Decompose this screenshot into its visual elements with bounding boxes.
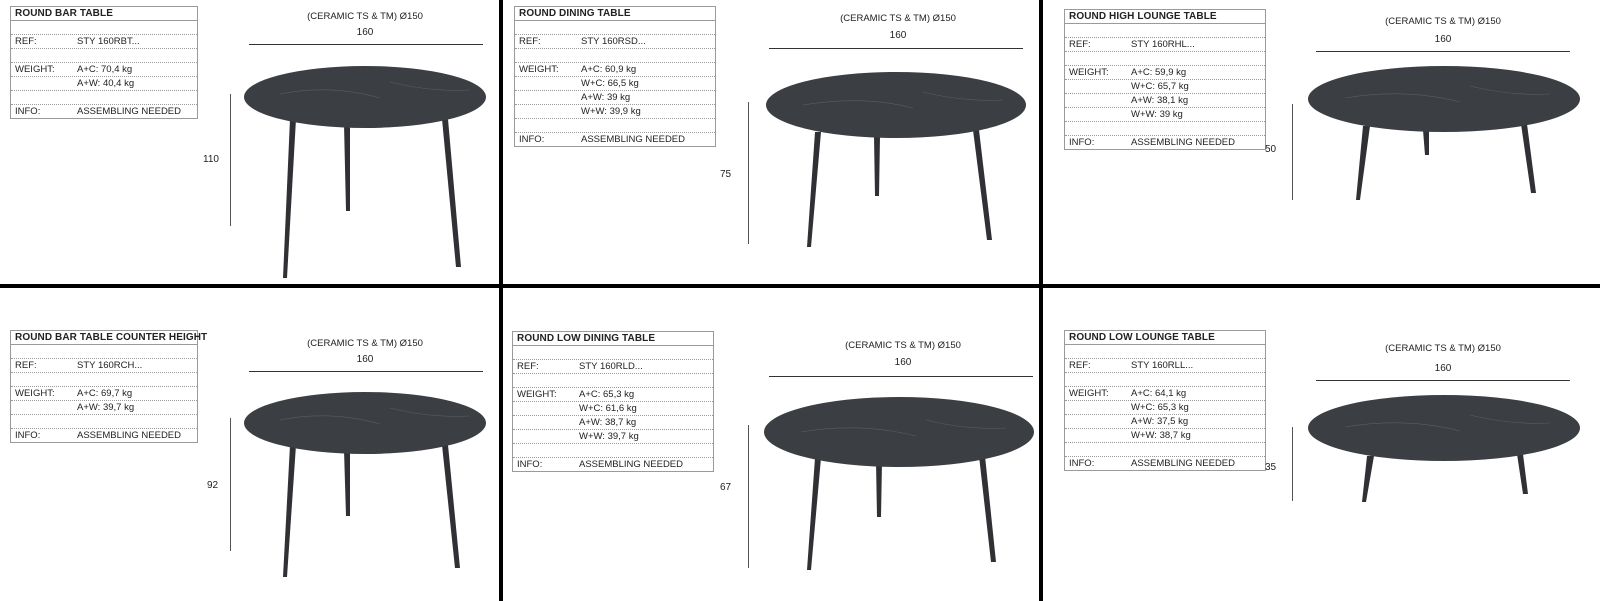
table-illustration-icon bbox=[240, 388, 490, 580]
weight-value: W+C: 61,6 kg bbox=[579, 403, 637, 414]
product-title: ROUND HIGH LOUNGE TABLE bbox=[1065, 10, 1265, 24]
spec-table bbox=[10, 6, 198, 119]
ref-value: STY 160RLD... bbox=[579, 361, 643, 372]
height-dimension: 67 bbox=[720, 482, 732, 493]
table-illustration-icon bbox=[1305, 394, 1581, 506]
height-dimension: 50 bbox=[1265, 144, 1277, 155]
ref-value: STY 160RHL... bbox=[1131, 39, 1195, 50]
ref-label: REF: bbox=[519, 36, 541, 47]
weight-row bbox=[513, 388, 713, 402]
ref-value: STY 160RLL... bbox=[1131, 360, 1194, 371]
material-label: (CERAMIC TS & TM) Ø150 bbox=[1385, 343, 1501, 354]
product-title: ROUND BAR TABLE COUNTER HEIGHT bbox=[11, 331, 197, 345]
height-dimension-line bbox=[748, 102, 749, 244]
weight-row bbox=[1065, 80, 1265, 94]
panel-round-high-lounge-table bbox=[1043, 0, 1600, 284]
weight-row bbox=[1065, 415, 1265, 429]
table-illustration-icon bbox=[240, 62, 490, 282]
width-dimension: 160 bbox=[894, 357, 912, 368]
weight-value: A+C: 70,4 kg bbox=[77, 64, 133, 75]
weight-label: WEIGHT: bbox=[517, 389, 557, 400]
width-dimension: 160 bbox=[356, 27, 374, 38]
ref-label: REF: bbox=[1069, 360, 1091, 371]
info-row bbox=[515, 133, 715, 146]
table-illustration-icon bbox=[763, 70, 1029, 250]
panel-round-dining-table bbox=[503, 0, 1039, 284]
weight-value: W+W: 39,7 kg bbox=[579, 431, 639, 442]
info-row bbox=[513, 458, 713, 471]
width-dimension: 160 bbox=[1434, 363, 1452, 374]
weight-row bbox=[11, 387, 197, 401]
info-label: INFO: bbox=[519, 134, 545, 145]
info-row bbox=[1065, 457, 1265, 470]
weight-label: WEIGHT: bbox=[519, 64, 559, 75]
width-dimension-line bbox=[769, 48, 1023, 49]
width-dimension-line bbox=[249, 44, 483, 45]
ref-row bbox=[1065, 38, 1265, 52]
ref-row bbox=[515, 35, 715, 49]
weight-label: WEIGHT: bbox=[1069, 388, 1109, 399]
weight-row bbox=[515, 91, 715, 105]
width-dimension-line bbox=[1316, 51, 1570, 52]
weight-row bbox=[515, 105, 715, 119]
height-dimension: 110 bbox=[203, 154, 219, 165]
ref-value: STY 160RBT... bbox=[77, 36, 140, 47]
table-illustration-icon bbox=[761, 396, 1037, 574]
spec-table bbox=[514, 6, 716, 147]
ref-value: STY 160RSD... bbox=[581, 36, 646, 47]
weight-row bbox=[11, 77, 197, 91]
weight-value: A+C: 65,3 kg bbox=[579, 389, 635, 400]
panel-round-bar-table-counter-height bbox=[0, 288, 499, 601]
weight-value: W+C: 66,5 kg bbox=[581, 78, 639, 89]
weight-value: A+W: 40,4 kg bbox=[77, 78, 135, 89]
info-value: ASSEMBLING NEEDED bbox=[1131, 458, 1235, 469]
panel-round-low-lounge-table bbox=[1043, 288, 1600, 601]
width-dimension: 160 bbox=[356, 354, 374, 365]
material-label: (CERAMIC TS & TM) Ø150 bbox=[1385, 16, 1501, 27]
weight-label: WEIGHT: bbox=[1069, 67, 1109, 78]
weight-value: A+C: 64,1 kg bbox=[1131, 388, 1187, 399]
ref-row bbox=[11, 359, 197, 373]
weight-row bbox=[1065, 66, 1265, 80]
weight-row bbox=[11, 63, 197, 77]
info-label: INFO: bbox=[517, 459, 543, 470]
product-title: ROUND DINING TABLE bbox=[515, 7, 715, 21]
weight-value: W+W: 38,7 kg bbox=[1131, 430, 1191, 441]
info-label: INFO: bbox=[15, 106, 41, 117]
weight-row bbox=[1065, 429, 1265, 443]
weight-value: A+W: 39,7 kg bbox=[77, 402, 135, 413]
panel-round-bar-table bbox=[0, 0, 499, 284]
product-title: ROUND LOW LOUNGE TABLE bbox=[1065, 331, 1265, 345]
weight-row bbox=[513, 402, 713, 416]
ref-label: REF: bbox=[15, 36, 37, 47]
spec-table bbox=[1064, 9, 1266, 150]
weight-value: A+W: 38,1 kg bbox=[1131, 95, 1189, 106]
weight-value: W+W: 39,9 kg bbox=[581, 106, 641, 117]
weight-label: WEIGHT: bbox=[15, 64, 55, 75]
weight-value: A+W: 38,7 kg bbox=[579, 417, 637, 428]
material-label: (CERAMIC TS & TM) Ø150 bbox=[845, 340, 961, 351]
info-value: ASSEMBLING NEEDED bbox=[1131, 137, 1235, 148]
info-value: ASSEMBLING NEEDED bbox=[581, 134, 685, 145]
table-illustration-icon bbox=[1305, 64, 1581, 204]
weight-label: WEIGHT: bbox=[15, 388, 55, 399]
width-dimension-line bbox=[1316, 380, 1570, 381]
info-label: INFO: bbox=[1069, 458, 1095, 469]
weight-value: A+W: 39 kg bbox=[581, 92, 631, 103]
ref-row bbox=[11, 35, 197, 49]
info-label: INFO: bbox=[15, 430, 41, 441]
weight-row bbox=[1065, 94, 1265, 108]
info-row bbox=[11, 429, 197, 442]
ref-row bbox=[1065, 359, 1265, 373]
height-dimension-line bbox=[230, 94, 231, 226]
info-value: ASSEMBLING NEEDED bbox=[77, 106, 181, 117]
weight-row bbox=[1065, 387, 1265, 401]
material-label: (CERAMIC TS & TM) Ø150 bbox=[307, 338, 423, 349]
weight-value: W+W: 39 kg bbox=[1131, 109, 1183, 120]
width-dimension-line bbox=[249, 371, 483, 372]
width-dimension: 160 bbox=[1434, 34, 1452, 45]
width-dimension: 160 bbox=[889, 30, 907, 41]
weight-value: A+W: 37,5 kg bbox=[1131, 416, 1189, 427]
info-row bbox=[1065, 136, 1265, 149]
width-dimension-line bbox=[769, 376, 1033, 377]
ref-label: REF: bbox=[15, 360, 37, 371]
ref-label: REF: bbox=[1069, 39, 1091, 50]
weight-row bbox=[515, 63, 715, 77]
weight-value: W+C: 65,3 kg bbox=[1131, 402, 1189, 413]
spec-table bbox=[10, 330, 208, 443]
weight-value: W+C: 65,7 kg bbox=[1131, 81, 1189, 92]
weight-value: A+C: 60,9 kg bbox=[581, 64, 637, 75]
height-dimension-line bbox=[1292, 104, 1293, 200]
product-title: ROUND BAR TABLE bbox=[11, 7, 197, 21]
ref-row bbox=[513, 360, 713, 374]
weight-row bbox=[515, 77, 715, 91]
height-dimension-line bbox=[1292, 427, 1293, 501]
info-value: ASSEMBLING NEEDED bbox=[579, 459, 683, 470]
product-title: ROUND LOW DINING TABLE bbox=[513, 332, 713, 346]
weight-row bbox=[513, 416, 713, 430]
height-dimension-line bbox=[748, 425, 749, 568]
weight-row bbox=[513, 430, 713, 444]
material-label: (CERAMIC TS & TM) Ø150 bbox=[307, 11, 423, 22]
material-label: (CERAMIC TS & TM) Ø150 bbox=[840, 13, 956, 24]
height-dimension-line bbox=[230, 418, 231, 551]
weight-value: A+C: 59,9 kg bbox=[1131, 67, 1187, 78]
spec-table bbox=[512, 331, 714, 472]
weight-row bbox=[1065, 401, 1265, 415]
info-label: INFO: bbox=[1069, 137, 1095, 148]
height-dimension: 35 bbox=[1265, 462, 1277, 473]
height-dimension: 75 bbox=[720, 169, 732, 180]
weight-value: A+C: 69,7 kg bbox=[77, 388, 133, 399]
panel-round-low-dining-table bbox=[503, 288, 1039, 601]
ref-value: STY 160RCH... bbox=[77, 360, 143, 371]
info-value: ASSEMBLING NEEDED bbox=[77, 430, 181, 441]
height-dimension: 92 bbox=[207, 480, 219, 491]
spec-table bbox=[1064, 330, 1266, 471]
info-row bbox=[11, 105, 197, 118]
weight-row bbox=[1065, 108, 1265, 122]
weight-row bbox=[11, 401, 197, 415]
ref-label: REF: bbox=[517, 361, 539, 372]
